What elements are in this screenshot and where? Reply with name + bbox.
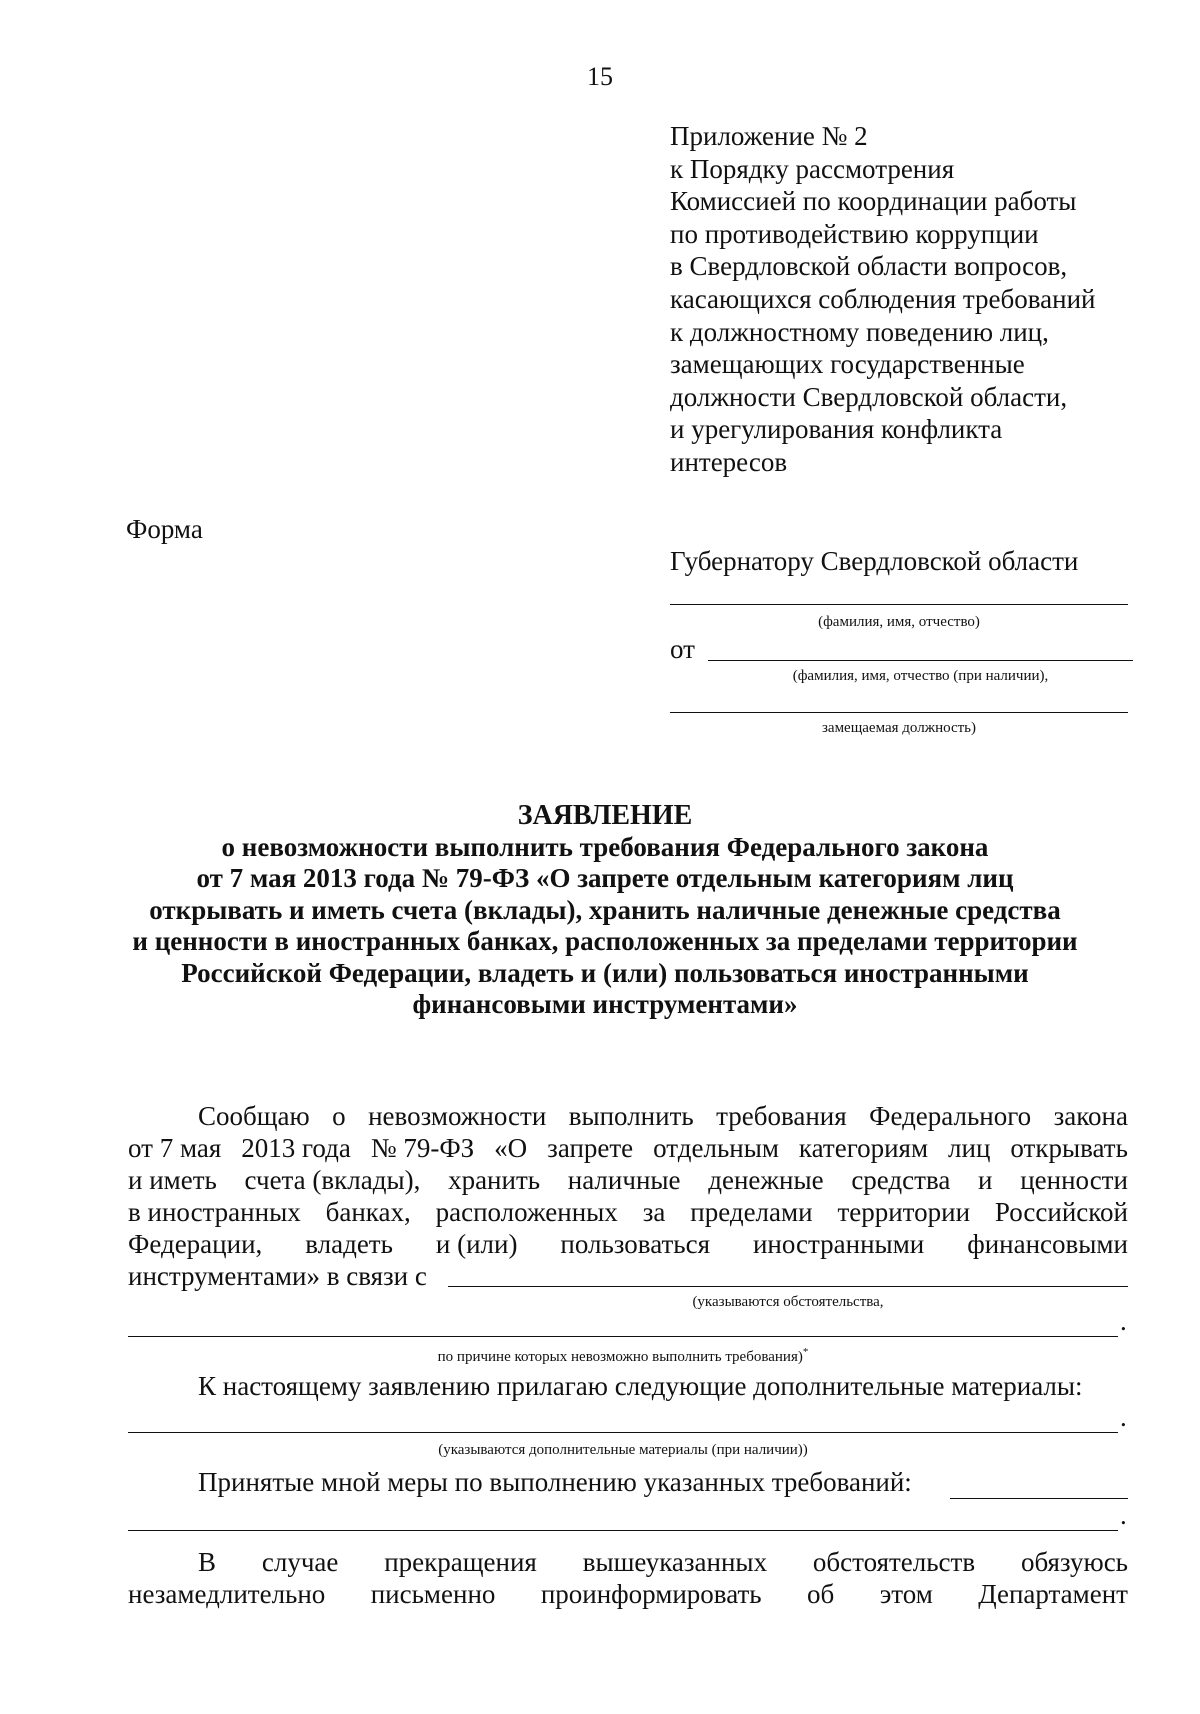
reasons-caption-text: по причине которых невозможно выполнить требования) <box>437 1349 803 1365</box>
materials-paragraph: К настоящему заявлению прилагаю следующие дополнительные материалы: <box>198 1371 1083 1401</box>
body-line-2 <box>128 1132 1128 1164</box>
word: проинформировать <box>540 1579 762 1609</box>
appendix-line: по противодействию коррупции <box>670 218 1039 249</box>
word: и (или) <box>435 1229 518 1259</box>
word: о <box>332 1101 346 1131</box>
word: и иметь <box>128 1165 217 1195</box>
word: за <box>642 1197 666 1227</box>
period: . <box>1120 1500 1127 1530</box>
from-fill-line[interactable] <box>708 660 1133 661</box>
appendix-block <box>670 120 1170 479</box>
word: письменно <box>370 1579 496 1609</box>
fio-fill-line[interactable] <box>670 604 1128 605</box>
word: от 7 мая <box>128 1133 222 1163</box>
appendix-line: Комиссией по координации работы <box>670 186 1077 217</box>
word: финансовыми <box>967 1229 1128 1259</box>
title-line: от 7 мая 2013 года № 79-ФЗ «О запрете отдельным категориям лиц <box>196 863 1014 893</box>
word: отдельным <box>653 1133 779 1163</box>
word: выполнить <box>568 1101 694 1131</box>
body-line-6: инструментами» в связи с <box>128 1261 427 1291</box>
appendix-line: к Порядку рассмотрения <box>670 153 955 184</box>
word: об <box>807 1579 835 1609</box>
body-line-p4-2 <box>128 1578 1128 1610</box>
word: территории <box>837 1197 971 1227</box>
body-line-3 <box>128 1164 1128 1196</box>
word: пользоваться <box>560 1229 711 1259</box>
body-line-5 <box>128 1228 1128 1260</box>
word: банках, <box>325 1197 411 1227</box>
body-line-1 <box>198 1100 1128 1132</box>
word: средства <box>851 1165 951 1195</box>
appendix-line: должности Свердловской области, <box>670 381 1068 412</box>
title-line: финансовыми инструментами» <box>412 989 798 1019</box>
word: незамедлительно <box>128 1579 326 1609</box>
word: Департамент <box>978 1579 1128 1609</box>
word: иностранными <box>752 1229 925 1259</box>
addressee: Губернатору Свердловской области <box>670 546 1079 576</box>
word: обстоятельств <box>812 1547 976 1577</box>
period: . <box>1120 1402 1127 1432</box>
word: открывать <box>1010 1133 1128 1163</box>
word: прекращения <box>384 1547 537 1577</box>
fio-caption: (фамилия, имя, отчество) <box>818 614 980 630</box>
from-label: от <box>670 634 695 664</box>
appendix-line: интересов <box>670 446 788 477</box>
word: «О <box>494 1133 528 1163</box>
word: 2013 года <box>241 1133 351 1163</box>
position-caption: замещаемая должность) <box>821 720 977 736</box>
word: хранить <box>448 1165 541 1195</box>
word: лиц <box>948 1133 991 1163</box>
form-label: Форма <box>126 514 203 544</box>
footnote-mark: * <box>802 1346 809 1358</box>
appendix-line: касающихся соблюдения требований <box>670 283 1096 314</box>
title-line: и ценности в иностранных банках, расположенных за пределами территории <box>132 926 1078 956</box>
appendix-line: Приложение № 2 <box>670 121 868 151</box>
title-line: о невозможности выполнить требования Федерального закона <box>221 831 989 862</box>
word: требования <box>716 1101 847 1131</box>
word: Федерального <box>869 1101 1032 1131</box>
appendix-line: к должностному поведению лиц, <box>670 316 1049 347</box>
word: этом <box>879 1579 933 1609</box>
appendix-line: замещающих государственные <box>670 349 1025 380</box>
word: категориям <box>798 1133 929 1163</box>
materials-caption: (указываются дополнительные материалы (при наличии)) <box>438 1442 808 1458</box>
appendix-line: и урегулирования конфликта <box>670 414 1003 445</box>
word: в иностранных <box>128 1197 301 1227</box>
word: денежные <box>708 1165 824 1195</box>
circumstances-fill-line[interactable] <box>448 1286 1128 1287</box>
word: и <box>978 1165 993 1195</box>
word: счета (вклады), <box>244 1165 421 1195</box>
circumstances-fill-line-2[interactable] <box>128 1336 1118 1337</box>
body-line-p4-1 <box>198 1546 1128 1578</box>
word: невозможности <box>368 1101 547 1131</box>
word: пределами <box>690 1197 813 1227</box>
page-number: 15 <box>587 62 613 91</box>
word: Российской <box>994 1197 1128 1227</box>
materials-fill-line[interactable] <box>128 1432 1118 1433</box>
title-line: Российской Федерации, владеть и (или) пользоваться иностранными <box>181 957 1029 988</box>
title-heading: ЗАЯВЛЕНИЕ <box>517 800 693 831</box>
word: вышеуказанных <box>582 1547 768 1577</box>
title-line: открывать и иметь счета (вклады), хранить наличные денежные средства <box>149 894 1061 925</box>
word: обязуюсь <box>1020 1547 1128 1577</box>
fio-optional-caption: (фамилия, имя, отчество (при наличии), <box>792 668 1049 684</box>
reasons-caption <box>128 1346 1118 1366</box>
word: ценности <box>1020 1165 1128 1195</box>
measures-fill-line-2[interactable] <box>128 1530 1118 1531</box>
circumstances-caption: (указываются обстоятельства, <box>692 1294 884 1310</box>
appendix-line: в Свердловской области вопросов, <box>670 251 1068 282</box>
measures-fill-line[interactable] <box>950 1498 1128 1499</box>
word: расположенных <box>435 1197 618 1227</box>
document-title <box>80 800 1130 1021</box>
word: наличные <box>567 1165 681 1195</box>
word: владеть <box>305 1229 393 1259</box>
word: запрете <box>547 1133 634 1163</box>
word: Сообщаю <box>198 1101 310 1131</box>
word: закона <box>1053 1101 1128 1131</box>
word: В <box>198 1547 217 1577</box>
body-line-4 <box>128 1196 1128 1228</box>
word: № 79-ФЗ <box>370 1133 475 1163</box>
word: случае <box>261 1547 339 1577</box>
word: Федерации, <box>128 1229 263 1259</box>
period: . <box>1120 1306 1127 1336</box>
measures-paragraph: Принятые мной меры по выполнению указанных требований: <box>198 1467 912 1497</box>
position-fill-line[interactable] <box>670 712 1128 713</box>
